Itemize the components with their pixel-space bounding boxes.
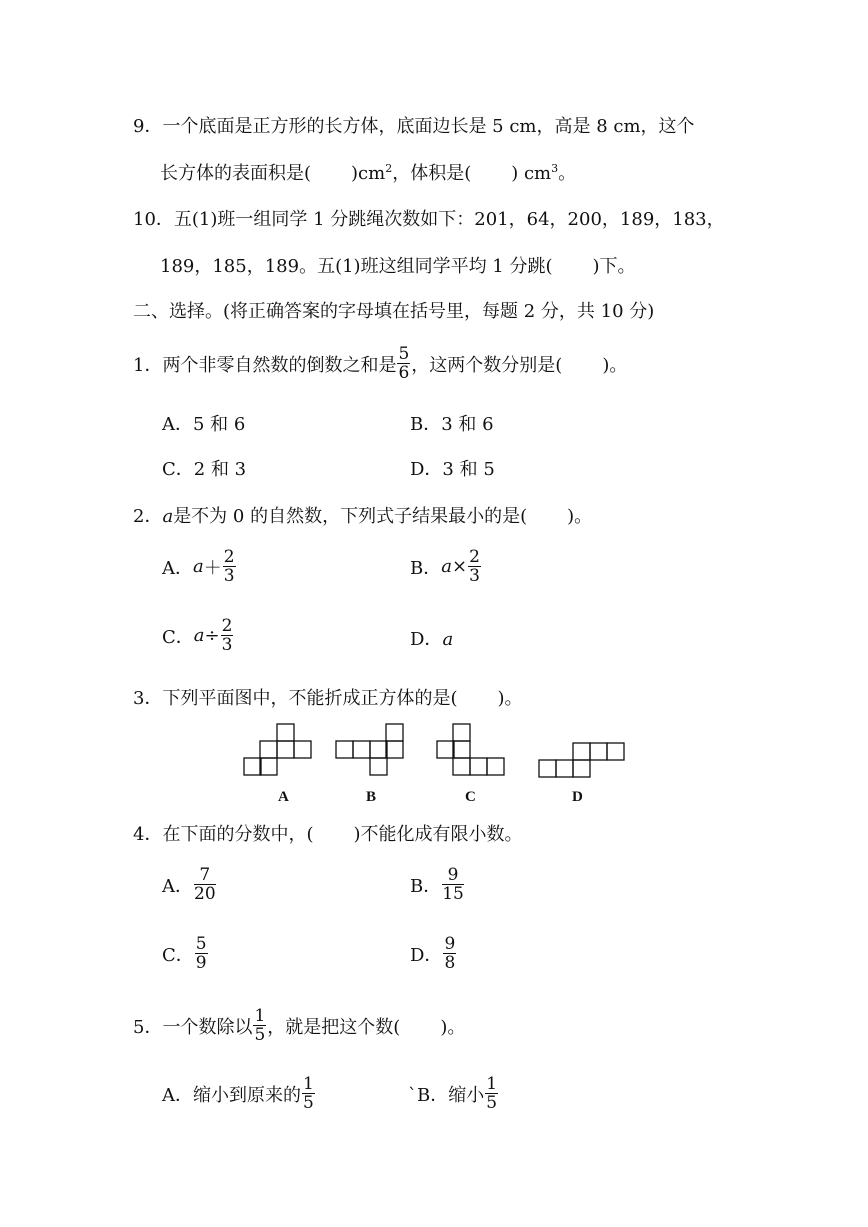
c1-option-d[interactable]: D．3 和 5 (410, 459, 495, 480)
net-b (336, 724, 403, 775)
c1-option-a[interactable]: A．5 和 6 (162, 414, 246, 435)
q9-line2: 长方体的表面积是( )$cm^2$，体积是( ) $cm^3$。 (160, 162, 577, 184)
net-label-a[interactable]: A (278, 789, 289, 805)
net-c (437, 724, 504, 775)
c4-stem: 4．在下面的分数中，( )不能化成有限小数。 (133, 824, 523, 845)
c2-option-c[interactable]: C． a ÷ $\frac{2}{3}$ (162, 616, 233, 655)
net-label-b[interactable]: B (366, 789, 377, 805)
c4-option-b[interactable]: B． $\frac{9}{15}$ (410, 865, 464, 904)
net-label-d[interactable]: D (572, 789, 583, 805)
c4-option-a[interactable]: A． $\frac{7}{20}$ (162, 865, 216, 904)
c1-stem: 1．两个非零自然数的倒数之和是 $\frac{5}{6}$ ，这两个数分别是( )。 (133, 344, 628, 383)
c5-option-b[interactable]: `B．缩小 $\frac{1}{5}$ (408, 1074, 498, 1113)
net-d (539, 743, 624, 777)
c2-stem: 2．a是不为 0 的自然数，下列式子结果最小的是( )。 (133, 506, 593, 527)
q10-line1: 10．五(1)班一组同学 1 分跳绳次数如下：201，64，200，189，183， (133, 209, 725, 230)
fraction: $\frac{5}{6}$ (398, 344, 410, 383)
c4-option-d[interactable]: D． $\frac{9}{8}$ (410, 934, 456, 973)
section-title: 二、选择。(将正确答案的字母填在括号里，每题 2 分，共 10 分) (133, 301, 655, 322)
c5-option-a[interactable]: A．缩小到原来的 $\frac{1}{5}$ (162, 1074, 314, 1113)
net-a (244, 724, 311, 775)
c2-option-a[interactable]: A． a ＋ $\frac{2}{3}$ (162, 547, 235, 586)
c3-stem: 3．下列平面图中，不能折成正方体的是( )。 (133, 688, 523, 709)
net-label-c[interactable]: C (465, 789, 476, 805)
c2-option-d[interactable]: D．a (410, 629, 454, 650)
c2-option-b[interactable]: B． a × $\frac{2}{3}$ (410, 547, 480, 586)
q9-line1: 9．一个底面是正方形的长方体，底面边长是 5 cm，高是 8 cm，这个 (133, 116, 695, 137)
c1-option-b[interactable]: B．3 和 6 (410, 414, 494, 435)
c1-option-c[interactable]: C．2 和 3 (162, 459, 247, 480)
c4-option-c[interactable]: C． $\frac{5}{9}$ (162, 934, 207, 973)
q10-line2: 189，185，189。五(1)班这组同学平均 1 分跳( )下。 (160, 256, 636, 277)
c5-stem: 5．一个数除以 $\frac{1}{5}$ ，就是把这个数( )。 (133, 1006, 466, 1045)
